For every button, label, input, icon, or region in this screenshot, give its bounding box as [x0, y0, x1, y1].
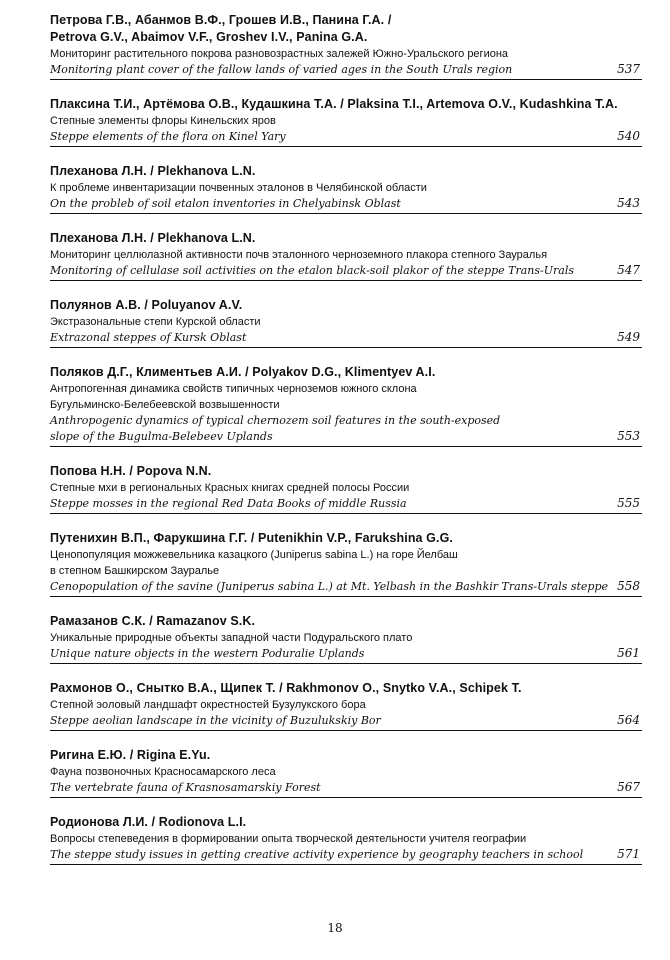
- toc-entry-10: [50, 680, 642, 731]
- entry-authors: Плаксина Т.И., Артёмова О.В., Кудашкина Т.А. / Plaksina T.I., Artemova O.V., Kudashkina T.A.: [50, 97, 618, 111]
- entry-title-en-text: Cenopopulation of the savine (Juniperus sabina L.) at Mt. Yelbash in the Bashkir Trans-Urals steppe: [50, 580, 609, 593]
- entry-title-en-line: [50, 129, 642, 147]
- entry-title-en: [50, 579, 642, 597]
- entry-title-ru-line: в степном Башкирском Зауралье: [50, 565, 220, 577]
- entry-page-number: 567: [617, 780, 640, 794]
- entry-title-en-text: Unique nature objects in the western Poduralie Uplands: [50, 647, 365, 660]
- entry-title-en-line: Anthropogenic dynamics of typical chernozem soil features in the south-exposed: [50, 414, 501, 427]
- entry-title-en: [50, 780, 642, 798]
- entry-title-ru-line: Степной эоловый ландшафт окрестностей Бузулукского бора: [50, 699, 366, 711]
- entry-authors: Петрова Г.В., Абанмов В.Ф., Грошев И.В., Панина Г.А. /: [50, 13, 392, 27]
- entry-title-en-text: slope of the Bugulma-Belebeev Uplands: [50, 430, 273, 443]
- entry-page-number: 547: [617, 263, 640, 277]
- entry-title-en-text: Monitoring plant cover of the fallow lands of varied ages in the South Urals region: [50, 63, 513, 76]
- entry-title-en-line: [50, 646, 642, 664]
- entry-title-en-text: On the probleb of soil etalon inventories in Chelyabinsk Oblast: [50, 197, 401, 210]
- entry-title-ru: [50, 113, 642, 129]
- page-number: 18: [327, 921, 343, 935]
- entry-title-en-line: [50, 579, 642, 597]
- entry-title-en: [50, 196, 642, 214]
- entry-title-ru: [50, 630, 642, 646]
- entry-title-ru-line: Экстразональные степи Курской области: [50, 316, 261, 328]
- table-of-contents: [50, 12, 642, 881]
- toc-entry-8: [50, 530, 642, 597]
- entry-title-ru-line: Антропогенная динамика свойств типичных черноземов южного склона: [50, 383, 417, 395]
- entry-page-number: 555: [617, 496, 640, 510]
- entry-page-number: 571: [617, 847, 640, 861]
- entry-title-en-line: [50, 429, 642, 447]
- entry-page-number: 564: [617, 713, 640, 727]
- entry-page-number: 540: [617, 129, 640, 143]
- entry-title-en: [50, 263, 642, 281]
- entry-title-ru-line: Мониторинг растительного покрова разновозрастных залежей Южно-Уральского региона: [50, 48, 509, 60]
- entry-title-ru: [50, 46, 642, 62]
- entry-authors: Поляков Д.Г., Климентьев А.И. / Polyakov D.G., Klimentyev A.I.: [50, 365, 436, 379]
- entry-page-number: 537: [617, 62, 640, 76]
- entry-page-number: 543: [617, 196, 640, 210]
- entry-title-ru: [50, 547, 642, 579]
- toc-entry-6: [50, 364, 642, 447]
- entry-title-ru: [50, 831, 642, 847]
- entry-title-en: [50, 847, 642, 865]
- entry-title-en-line: [50, 263, 642, 281]
- entry-title-ru: [50, 314, 642, 330]
- entry-title-ru-line: Ценопопуляция можжевельника казацкого (Juniperus sabina L.) на горе Йелбаш: [50, 549, 458, 561]
- entry-title-ru-line: Бугульминско-Белебеевской возвышенности: [50, 399, 280, 411]
- entry-authors: Полуянов А.В. / Poluyanov A.V.: [50, 298, 243, 312]
- entry-authors: Родионова Л.И. / Rodionova L.I.: [50, 815, 247, 829]
- entry-title-en-text: Steppe elements of the flora on Kinel Yary: [50, 130, 286, 143]
- entry-title-en-line: [50, 713, 642, 731]
- entry-title-en-line: [50, 330, 642, 348]
- entry-title-en: [50, 129, 642, 147]
- entry-authors: Попова Н.Н. / Popova N.N.: [50, 464, 212, 478]
- entry-authors: Плеханова Л.Н. / Plekhanova L.N.: [50, 164, 256, 178]
- entry-authors: Путенихин В.П., Фарукшина Г.Г. / Putenikhin V.P., Farukshina G.G.: [50, 531, 453, 545]
- entry-title-ru: [50, 480, 642, 496]
- entry-title-ru-line: Мониторинг целлюлазной активности почв эталонного черноземного плакора степного Зауралья: [50, 249, 548, 261]
- entry-title-ru: [50, 764, 642, 780]
- toc-entry-3: [50, 163, 642, 214]
- toc-entry-9: [50, 613, 642, 664]
- toc-entry-2: [50, 96, 642, 147]
- entry-title-en: [50, 62, 642, 80]
- toc-entry-12: [50, 814, 642, 865]
- entry-title-ru-line: К проблеме инвентаризации почвенных эталонов в Челябинской области: [50, 182, 427, 194]
- entry-title-en: [50, 330, 642, 348]
- toc-entry-11: [50, 747, 642, 798]
- entry-title-ru-line: Фауна позвоночных Красносамарского леса: [50, 766, 276, 778]
- entry-title-en-text: Extrazonal steppes of Kursk Oblast: [50, 331, 247, 344]
- entry-title-en-line: [50, 196, 642, 214]
- entry-title-en-text: The vertebrate fauna of Krasnosamarskiy Forest: [50, 781, 321, 794]
- entry-title-ru: [50, 180, 642, 196]
- entry-page-number: 561: [617, 646, 640, 660]
- entry-page-number: 549: [617, 330, 640, 344]
- entry-authors: Рамазанов С.К. / Ramazanov S.K.: [50, 614, 256, 628]
- entry-title-ru: [50, 247, 642, 263]
- toc-entry-1: [50, 12, 642, 80]
- entry-title-ru-line: Вопросы степеведения в формировании опыта творческой деятельности учителя географии: [50, 833, 527, 845]
- toc-entry-4: [50, 230, 642, 281]
- entry-page-number: 558: [617, 579, 640, 593]
- entry-title-en-text: The steppe study issues in getting creative activity experience by geography teachers in school: [50, 848, 584, 861]
- entry-title-en-line: [50, 62, 642, 80]
- entry-title-ru-line: Уникальные природные объекты западной части Подуральского плато: [50, 632, 413, 644]
- entry-page-number: 553: [617, 429, 640, 443]
- entry-authors-en: Petrova G.V., Abaimov V.F., Groshev I.V., Panina G.A.: [50, 30, 368, 44]
- entry-authors: Ригина Е.Ю. / Rigina E.Yu.: [50, 748, 211, 762]
- entry-title-en-text: Steppe aeolian landscape in the vicinity of Buzulukskiy Bor: [50, 714, 381, 727]
- entry-title-en-text: Steppe mosses in the regional Red Data Books of middle Russia: [50, 497, 407, 510]
- entry-title-en-line: [50, 496, 642, 514]
- entry-title-ru-line: Степные мхи в региональных Красных книгах средней полосы России: [50, 482, 410, 494]
- entry-title-en: [50, 496, 642, 514]
- entry-authors: Рахмонов О., Снытко В.А., Щипек Т. / Rakhmonov O., Snytko V.A., Schipek T.: [50, 681, 522, 695]
- entry-title-ru-line: Степные элементы флоры Кинельских яров: [50, 115, 276, 127]
- entry-authors: Плеханова Л.Н. / Plekhanova L.N.: [50, 231, 256, 245]
- entry-title-en-text: Monitoring of cellulase soil activities on the etalon black-soil plakor of the steppe Trans-Urals: [50, 264, 574, 277]
- entry-title-ru: [50, 381, 642, 413]
- entry-title-en: [50, 646, 642, 664]
- entry-title-en: [50, 713, 642, 731]
- toc-entry-5: [50, 297, 642, 348]
- entry-title-en: [50, 413, 642, 447]
- entry-title-ru: [50, 697, 642, 713]
- entry-title-en-line: [50, 780, 642, 798]
- entry-title-en-line: [50, 847, 642, 865]
- toc-entry-7: [50, 463, 642, 514]
